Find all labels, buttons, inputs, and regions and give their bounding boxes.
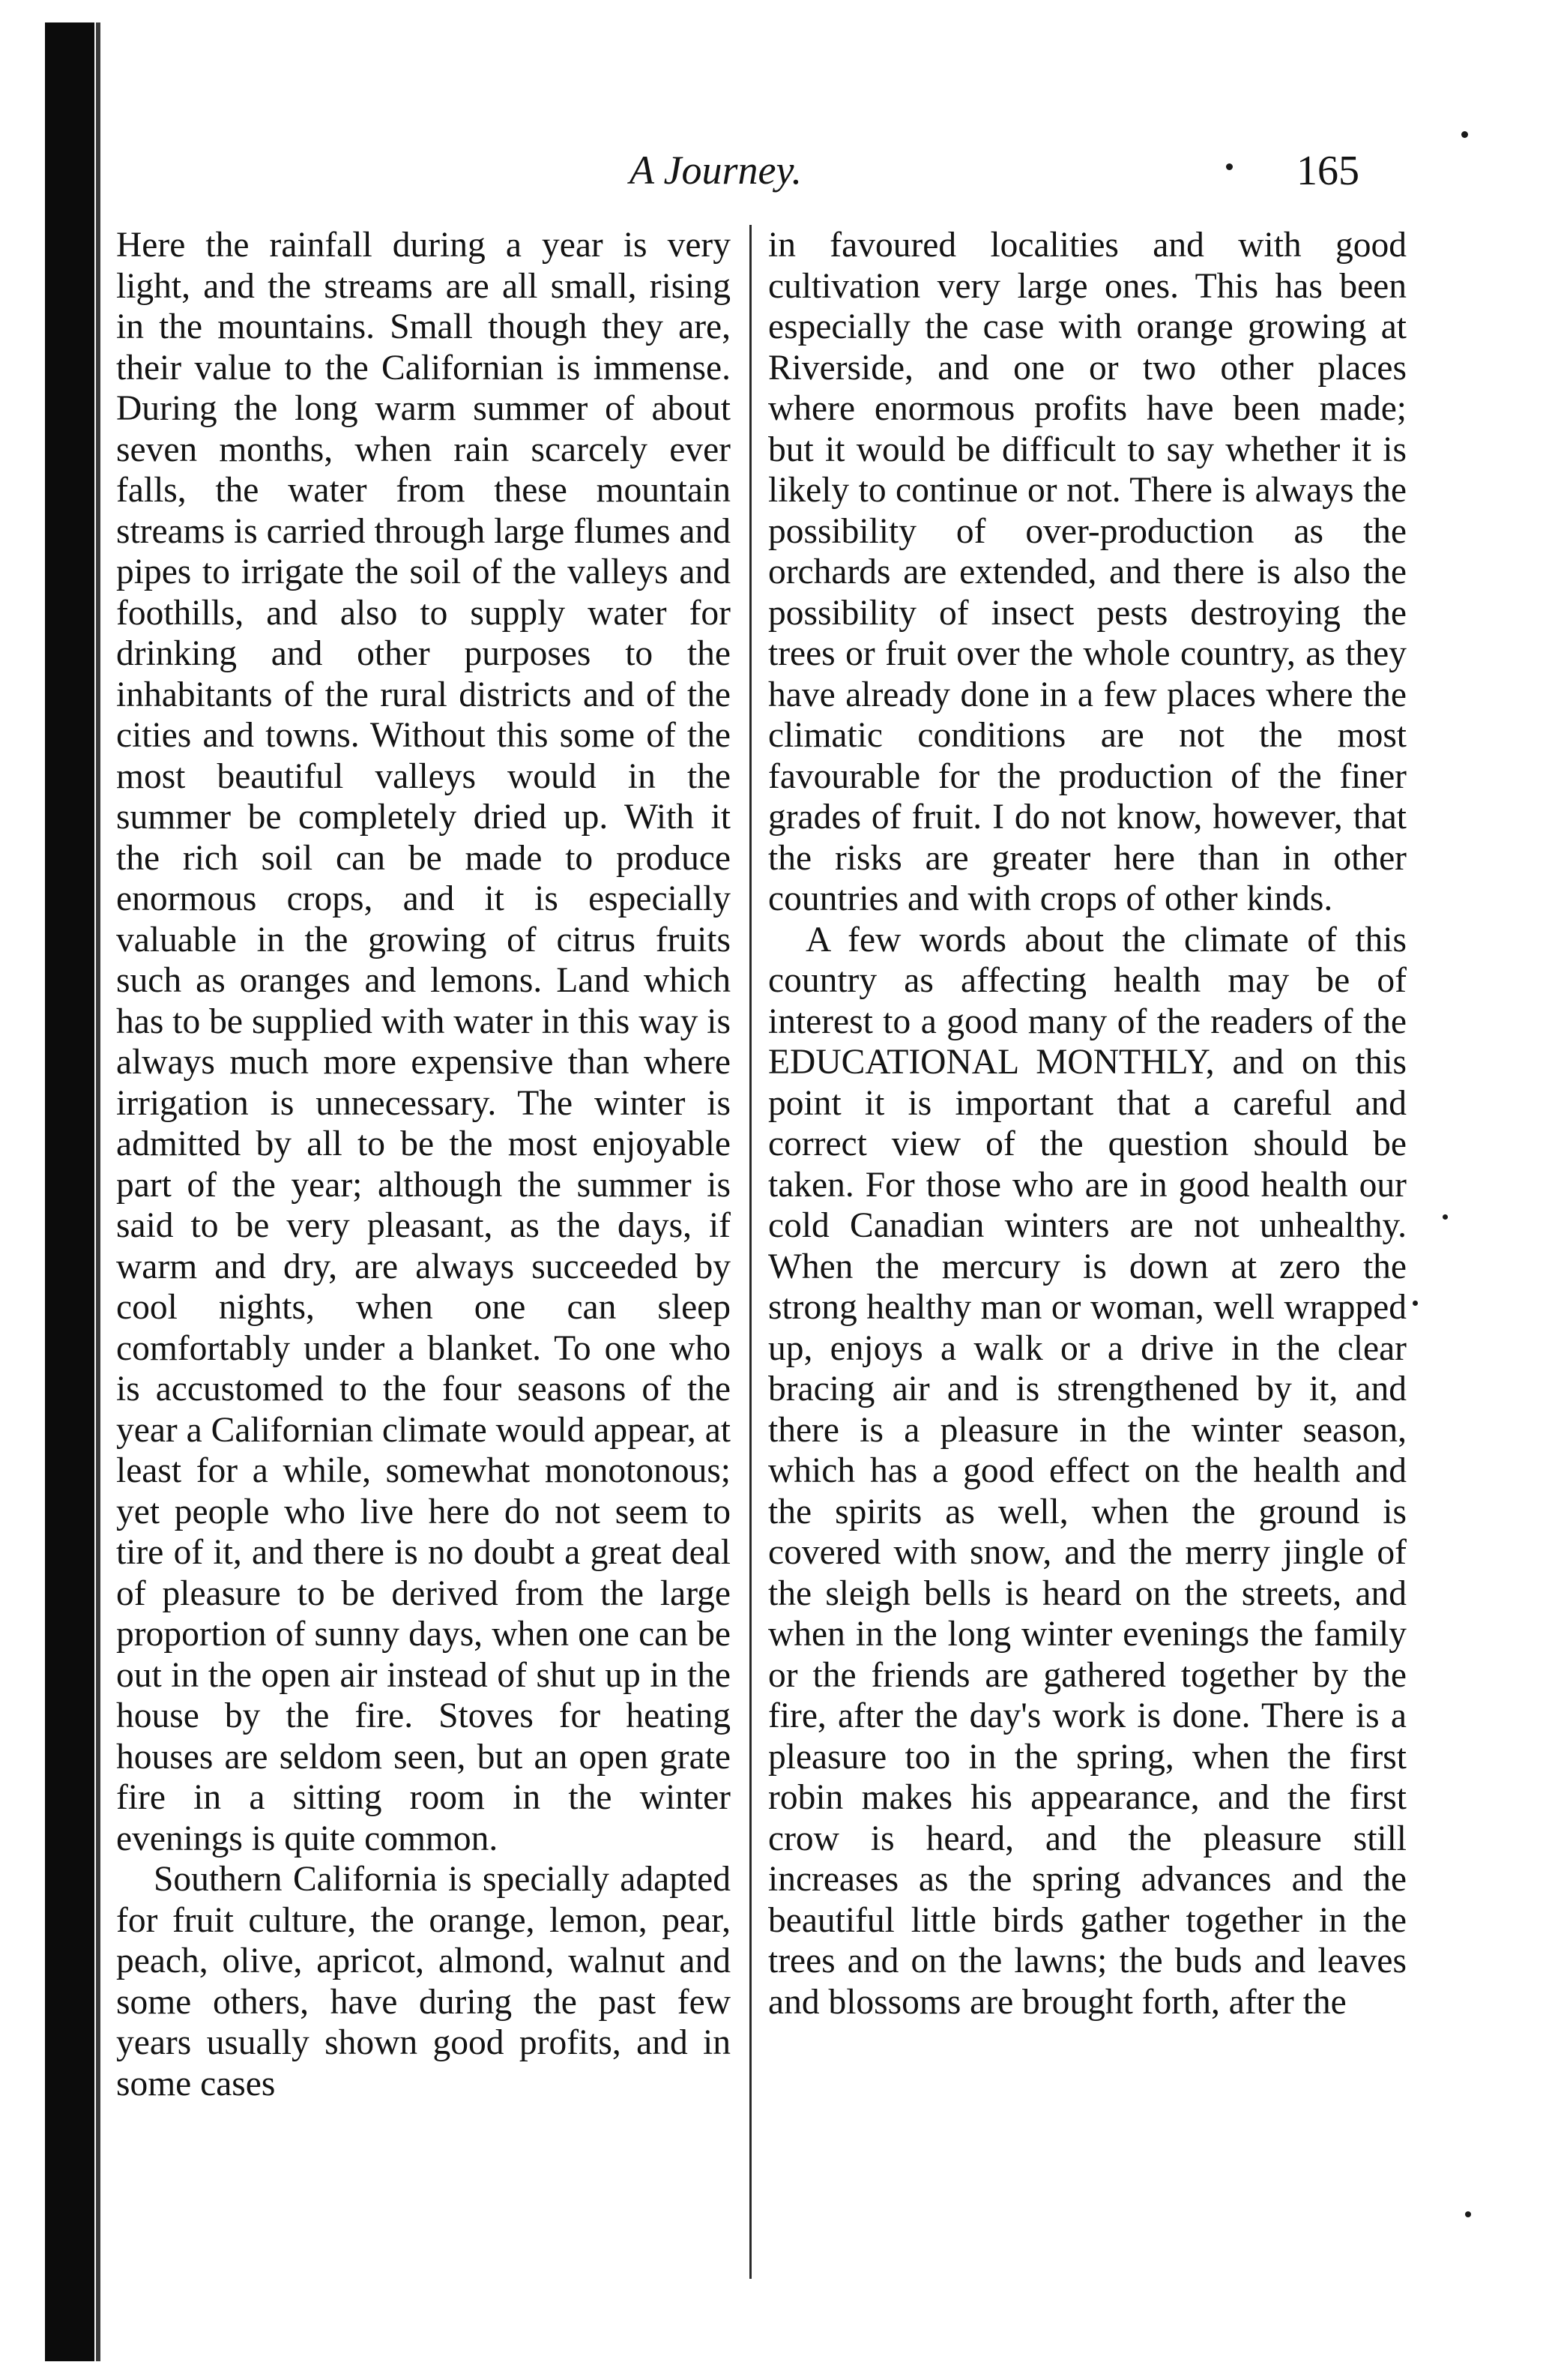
paragraph: A few words about the climate of this country as affecting health may be of interest to a good many of the readers of the EDUCATIONAL MONTHLY, and on this point it is important that a careful and correct view of the question should be taken. For those who are in good health our cold Canadian winters are not unhealthy. When the mercury is down at zero the strong healthy man or woman, well wrapped up, enjoys a walk or a drive in the clear bracing air and is strengthened by it, and there is a pleasure in the winter season, which has a good effect on the health and the spirits as well, when the ground is covered with snow, and the merry jingle of the sleigh bells is heard on the streets, and when in the long winter evenings the family or the friends are gathered together by the fire, after the day's work is done. There is a pleasure too in the spring, when the first robin makes his appearance, and the first crow is heard, and the pleasure still increases as the spring advances and the beautiful little birds gather together in the trees and on the lawns; the buds and leaves and blossoms are brought forth, after the	[768, 920, 1407, 2022]
scan-speck	[1461, 131, 1468, 138]
scan-speck	[1465, 2211, 1471, 2217]
running-title: A Journey.	[629, 148, 802, 193]
page-number: 165	[1296, 148, 1359, 194]
scan-binding-shadow	[96, 22, 100, 2361]
scan-speck	[1226, 163, 1233, 170]
paragraph: Here the rainfall during a year is very light, and the streams are all small, rising in the mountains. Small though they are, their value to the Californian is immense. During the long warm summer of about seven months, when rain scarcely ever falls, the water from these mountain streams is carried through large flumes and pipes to irrigate the soil of the valleys and foothills, and also to supply water for drinking and other purposes to the inhabitants of the rural districts and of the cities and towns. Without this some of the most beautiful valleys would in the summer be completely dried up. With it the rich soil can be made to produce enormous crops, and it is especially valuable in the growing of citrus fruits such as oranges and lemons. Land which has to be supplied with water in this way is always much more expensive than where irrigation is unnecessary. The winter is admitted by all to be the most enjoyable part of the year; although the summer is said to be very pleasant, as the days, if warm and dry, are always succeeded by cool nights, when one can sleep comfortably under a blanket. To one who is accustomed to the four seasons of the year a Californian climate would appear, at least for a while, somewhat monotonous; yet people who live here do not seem to tire of it, and there is no doubt a great deal of pleasure to be derived from the large proportion of sunny days, when one can be out in the open air instead of shut up in the house by the fire. Stoves for heating houses are seldom seen, but an open grate fire in a sitting room in the winter evenings is quite common.	[116, 226, 731, 1858]
right-column	[768, 225, 1407, 2022]
scan-speck	[1443, 1214, 1448, 1220]
left-column	[116, 225, 731, 2104]
scan-speck	[1413, 1301, 1418, 1306]
page-header	[0, 147, 1552, 207]
scan-binding-edge	[45, 22, 94, 2361]
paragraph: in favoured localities and with good cultivation very large ones. This has been especially the case with orange growing at Riverside, and one or two other places where enormous profits have been made; but it would be difficult to say whether it is likely to continue or not. There is always the possibility of over-production as the orchards are extended, and there is also the possibility of insect pests destroying the trees or fruit over the whole country, as they have already done in a few places where the climatic conditions are not the most favourable for the production of the finer grades of fruit. I do not know, however, that the risks are greater here than in other countries and with crops of other kinds.	[768, 226, 1407, 918]
paragraph: Southern California is specially adapted for fruit culture, the orange, lemon, pear, peach, olive, apricot, almond, walnut and some others, have during the past few years usually shown good profits, and in some cases	[116, 1860, 731, 2103]
column-divider	[749, 225, 752, 2279]
